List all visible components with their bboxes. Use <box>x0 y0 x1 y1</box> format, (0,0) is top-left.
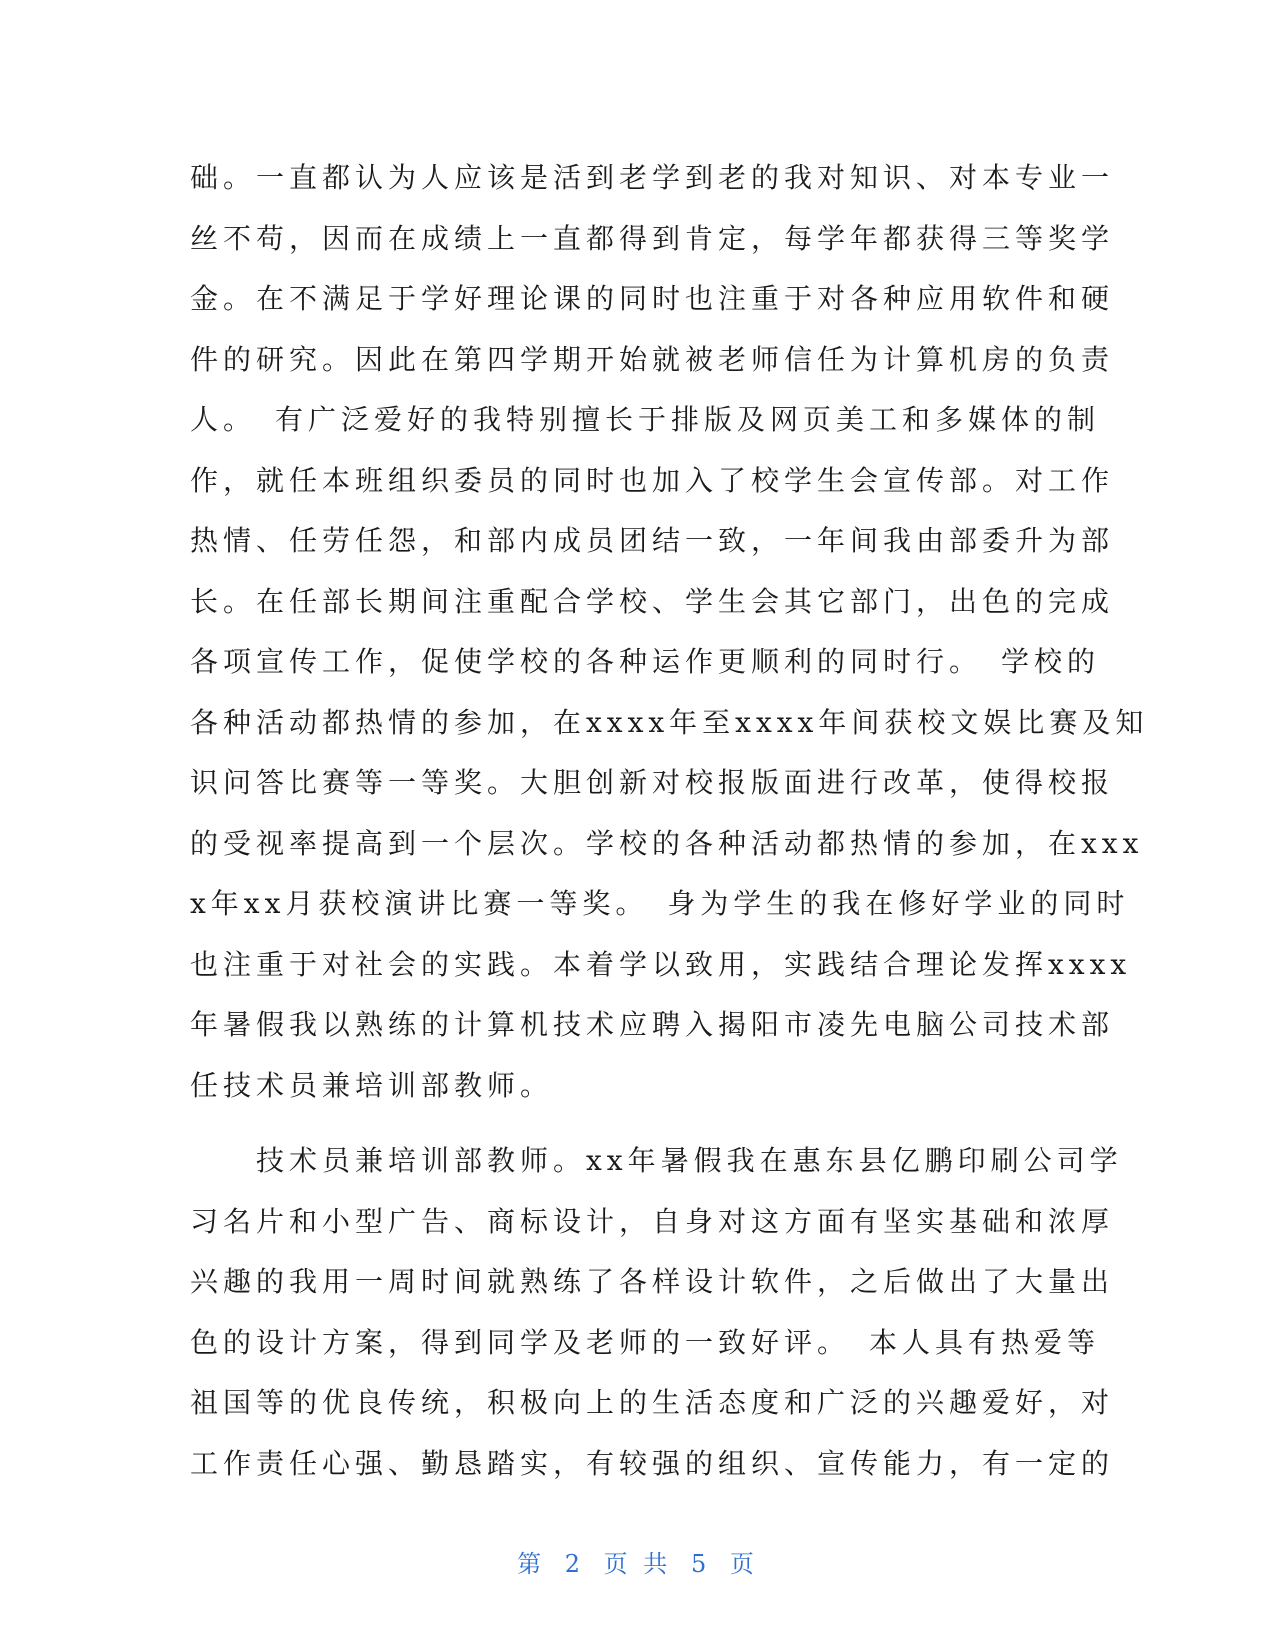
text-line: 热情、任劳任怨，和部内成员团结一致，一年间我由部委升为部 <box>190 524 1115 557</box>
document-body <box>190 148 1149 1494</box>
text-line: 识问答比赛等一等奖。大胆创新对校报版面进行改革，使得校报 <box>190 766 1115 799</box>
text-line: 技术员兼培训部教师。xx年暑假我在惠东县亿鹏印刷公司学 <box>190 1144 1123 1177</box>
text-line: 年暑假我以熟练的计算机技术应聘入揭阳市凌先电脑公司技术部 <box>190 1008 1115 1041</box>
text-line: 的受视率提高到一个层次。学校的各种活动都热情的参加，在xxx <box>190 826 1144 860</box>
text-line: 工作责任心强、勤恳踏实，有较强的组织、宣传能力，有一定的 <box>190 1446 1115 1480</box>
text-line: 作，就任本班组织委员的同时也加入了校学生会宣传部。对工作 <box>190 463 1115 497</box>
text-line: 件的研究。因此在第四学期开始就被老师信任为计算机房的负责 <box>190 342 1115 376</box>
text-line: 各项宣传工作，促使学校的各种运作更顺利的同时行。 学校的 <box>190 645 1101 678</box>
text-line: 各种活动都热情的参加，在xxxx年至xxxx年间获校文娱比赛及知 <box>190 705 1149 739</box>
text-line: 长。在任部长期间注重配合学校、学生会其它部门，出色的完成 <box>190 584 1115 618</box>
text-line: 任技术员兼培训部教师。 <box>190 1068 554 1102</box>
text-line: 色的设计方案，得到同学及老师的一致好评。 本人具有热爱等 <box>190 1325 1101 1359</box>
text-line: x年xx月获校演讲比赛一等奖。 身为学生的我在修好学业的同时 <box>190 887 1130 920</box>
footer-prefix: 第 <box>517 1550 546 1578</box>
text-line: 丝不苟，因而在成绩上一直都得到肯定，每学年都获得三等奖学 <box>190 221 1115 255</box>
page-footer <box>0 1544 1275 1579</box>
text-line: 兴趣的我用一周时间就熟练了各样设计软件，之后做出了大量出 <box>190 1265 1115 1298</box>
text-line: 金。在不满足于学好理论课的同时也注重于对各种应用软件和硬 <box>190 282 1115 315</box>
text-line: 也注重于对社会的实践。本着学以致用，实践结合理论发挥xxxx <box>190 947 1132 981</box>
footer-suffix: 页 <box>729 1550 758 1578</box>
text-line: 础。一直都认为人应该是活到老学到老的我对知识、对本专业一 <box>190 161 1115 194</box>
footer-middle: 页 共 <box>603 1550 672 1578</box>
total-pages-number: 5 <box>690 1550 711 1578</box>
text-line: 祖国等的优良传统，积极向上的生活态度和广泛的兴趣爱好，对 <box>190 1386 1115 1419</box>
text-line: 习名片和小型广告、商标设计，自身对这方面有坚实基础和浓厚 <box>190 1204 1115 1238</box>
current-page-number: 2 <box>564 1550 585 1578</box>
text-line: 人。 有广泛爱好的我特别擅长于排版及网页美工和多媒体的制 <box>190 403 1101 436</box>
